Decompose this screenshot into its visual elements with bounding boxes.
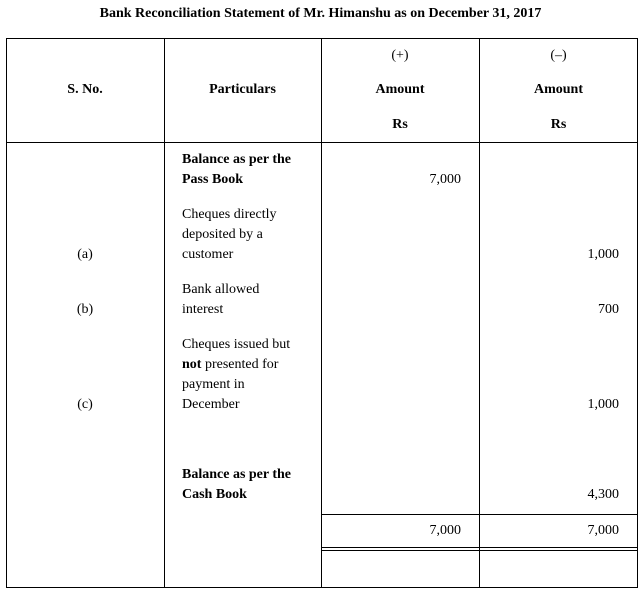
row-b-sno: (b) — [76, 302, 94, 317]
total-rule — [321, 550, 638, 551]
cashbook-label: Balance as per the — [182, 467, 292, 482]
not-emphasis: not — [182, 357, 202, 372]
passbook-label: Balance as per the — [182, 152, 292, 167]
passbook-label: Pass Book — [182, 172, 244, 187]
row-c-particulars: payment in — [182, 377, 245, 392]
row-b-minus-amount: 700 — [598, 302, 619, 317]
header-divider — [6, 142, 638, 143]
row-c-sno: (c) — [77, 397, 93, 412]
row-a-particulars: deposited by a — [182, 227, 263, 242]
total-rule — [321, 514, 638, 515]
page-title: Bank Reconciliation Statement of Mr. Himanshu as on December 31, 2017 — [99, 6, 542, 21]
header-amount-minus: Amount — [533, 82, 583, 97]
row-a-particulars: customer — [182, 247, 234, 262]
cashbook-label: Cash Book — [182, 487, 247, 502]
header-minus-sign: (–) — [550, 48, 567, 63]
row-a-minus-amount: 1,000 — [587, 247, 619, 262]
total-rule — [321, 547, 638, 548]
row-b-particulars: Bank allowed — [182, 282, 260, 297]
header-sno: S. No. — [67, 82, 103, 97]
row-c-particulars — [182, 355, 278, 375]
header-plus-sign: (+) — [391, 48, 409, 63]
header-particulars: Particulars — [209, 82, 276, 97]
row-b-particulars: interest — [182, 302, 224, 317]
cashbook-minus-amount: 4,300 — [587, 487, 619, 502]
header-rs-minus: Rs — [550, 117, 567, 132]
row-c-particulars: December — [182, 397, 240, 412]
row-a-particulars: Cheques directly — [182, 207, 277, 222]
header-rs-plus: Rs — [392, 117, 408, 132]
column-divider — [164, 38, 165, 588]
total-plus: 7,000 — [429, 523, 461, 538]
row-a-sno: (a) — [77, 247, 93, 262]
total-minus: 7,000 — [587, 523, 619, 538]
row-c-particulars-rest: presented for — [201, 357, 279, 372]
header-amount-plus: Amount — [375, 82, 425, 97]
passbook-plus-amount: 7,000 — [429, 172, 461, 187]
row-c-minus-amount: 1,000 — [587, 397, 619, 412]
row-c-particulars: Cheques issued but — [182, 337, 291, 352]
